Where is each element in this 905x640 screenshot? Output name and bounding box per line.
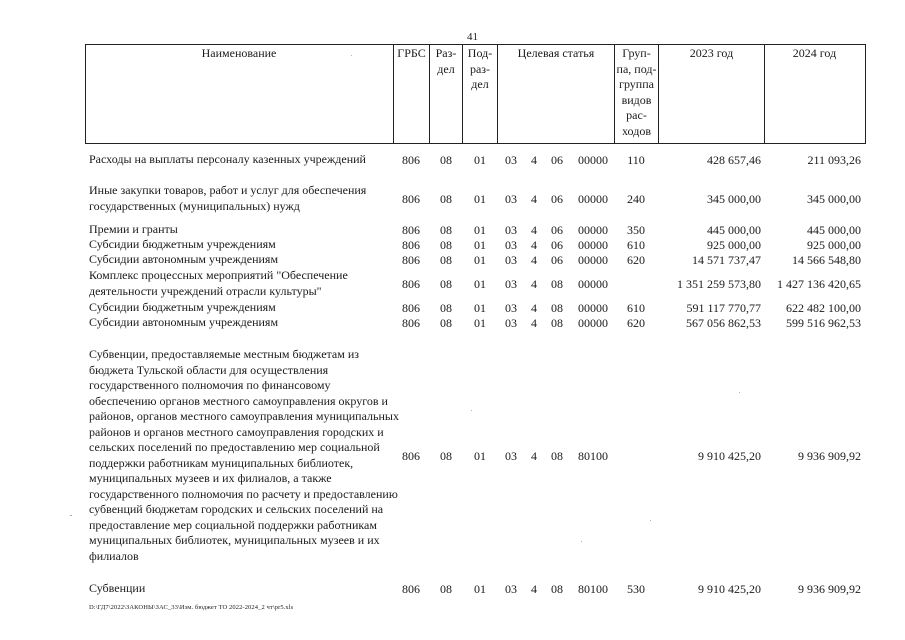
cell-t1: 03 bbox=[505, 191, 517, 206]
cell-y2024: 14 566 548,80 bbox=[792, 252, 861, 267]
row-name: Субвенции, предоставляемые местным бюджетам из бюджета Тульской области для осуществления государственного полномочия по финансовому обеспечению органов местного самоуправления округов и районов, органов местного самоуправления муниципальных районов и органов местного самоуправления городских и сельских поселений по предоставлению мер социальной поддержки работникам муниципальных библиотек, муниципальных музеев и их филиалов, а также государственного полномочия по расчету и предоставлению субвенций бюджетам городских и сельских поселений на предоставление мер социальной поддержки работникам муниципальных библиотек, муниципальных музеев и их филиалов bbox=[89, 347, 399, 563]
scan-speck bbox=[739, 392, 740, 393]
cell-rz: 08 bbox=[440, 276, 452, 291]
cell-t3: 08 bbox=[551, 315, 563, 330]
cell-grbs: 806 bbox=[402, 152, 420, 167]
cell-t4: 80100 bbox=[578, 448, 608, 463]
cell-t4: 00000 bbox=[578, 222, 608, 237]
cell-t1: 03 bbox=[505, 581, 517, 596]
cell-rz: 08 bbox=[440, 252, 452, 267]
cell-t4: 00000 bbox=[578, 237, 608, 252]
cell-rz: 08 bbox=[440, 315, 452, 330]
cell-t3: 06 bbox=[551, 222, 563, 237]
cell-t2: 4 bbox=[531, 276, 537, 291]
cell-t2: 4 bbox=[531, 315, 537, 330]
cell-y2023: 1 351 259 573,80 bbox=[677, 276, 761, 291]
cell-vr: 530 bbox=[627, 581, 645, 596]
row-name: Комплекс процессных мероприятий "Обеспечение деятельности учреждений отрасли культуры" bbox=[89, 268, 348, 298]
cell-vr: 110 bbox=[627, 152, 645, 167]
cell-rz: 08 bbox=[440, 581, 452, 596]
cell-t3: 08 bbox=[551, 581, 563, 596]
cell-t2: 4 bbox=[531, 237, 537, 252]
cell-vr: 620 bbox=[627, 252, 645, 267]
cell-t4: 00000 bbox=[578, 300, 608, 315]
cell-t3: 06 bbox=[551, 237, 563, 252]
row-name: Расходы на выплаты персоналу казенных учреждений bbox=[89, 152, 366, 166]
cell-t1: 03 bbox=[505, 237, 517, 252]
cell-t3: 08 bbox=[551, 300, 563, 315]
page-number: 41 bbox=[467, 31, 478, 43]
cell-pr: 01 bbox=[474, 237, 486, 252]
row-name: Субсидии автономным учреждениям bbox=[89, 252, 279, 266]
cell-pr: 01 bbox=[474, 252, 486, 267]
cell-pr: 01 bbox=[474, 315, 486, 330]
row-name: Субсидии бюджетным учреждениям bbox=[89, 300, 276, 314]
cell-t3: 06 bbox=[551, 152, 563, 167]
cell-y2024: 9 936 909,92 bbox=[798, 581, 861, 596]
cell-pr: 01 bbox=[474, 276, 486, 291]
cell-t4: 00000 bbox=[578, 152, 608, 167]
cell-grbs: 806 bbox=[402, 237, 420, 252]
cell-t2: 4 bbox=[531, 152, 537, 167]
cell-vr: 610 bbox=[627, 300, 645, 315]
cell-vr: 240 bbox=[627, 191, 645, 206]
cell-grbs: 806 bbox=[402, 315, 420, 330]
cell-y2024: 1 427 136 420,65 bbox=[777, 276, 861, 291]
cell-grbs: 806 bbox=[402, 222, 420, 237]
scan-speck bbox=[70, 515, 72, 516]
cell-pr: 01 bbox=[474, 191, 486, 206]
row-name: Субсидии бюджетным учреждениям bbox=[89, 237, 276, 251]
cell-t4: 00000 bbox=[578, 252, 608, 267]
cell-t1: 03 bbox=[505, 300, 517, 315]
file-path-footer: D:\ГД7\2022\ЗАКОНЫ\ЗАС_33\Изм. бюджет ТО 2022-2024_2 чт\pr5.xls bbox=[89, 604, 294, 611]
cell-grbs: 806 bbox=[402, 276, 420, 291]
cell-t4: 00000 bbox=[578, 315, 608, 330]
cell-grbs: 806 bbox=[402, 448, 420, 463]
cell-grbs: 806 bbox=[402, 191, 420, 206]
cell-t3: 08 bbox=[551, 448, 563, 463]
header-target: Целевая статья bbox=[517, 46, 595, 60]
cell-rz: 08 bbox=[440, 191, 452, 206]
cell-y2024: 211 093,26 bbox=[807, 152, 861, 167]
cell-t1: 03 bbox=[505, 276, 517, 291]
cell-t1: 03 bbox=[505, 252, 517, 267]
cell-vr: 620 bbox=[627, 315, 645, 330]
row-name: Субсидии автономным учреждениям bbox=[89, 315, 279, 329]
header-2023: 2023 год bbox=[689, 46, 734, 60]
cell-y2023: 14 571 737,47 bbox=[692, 252, 761, 267]
cell-t1: 03 bbox=[505, 448, 517, 463]
cell-y2023: 345 000,00 bbox=[707, 191, 761, 206]
cell-t1: 03 bbox=[505, 315, 517, 330]
cell-y2024: 445 000,00 bbox=[807, 222, 861, 237]
cell-t1: 03 bbox=[505, 222, 517, 237]
cell-y2023: 567 056 862,53 bbox=[686, 315, 761, 330]
cell-y2024: 345 000,00 bbox=[807, 191, 861, 206]
cell-y2024: 599 516 962,53 bbox=[786, 315, 861, 330]
scan-speck bbox=[471, 410, 472, 411]
cell-t4: 00000 bbox=[578, 191, 608, 206]
header-podrazdel: Под- раз- дел bbox=[467, 46, 493, 91]
cell-vr: 350 bbox=[627, 222, 645, 237]
cell-t4: 00000 bbox=[578, 276, 608, 291]
row-name: Субвенции bbox=[89, 581, 146, 595]
cell-y2024: 622 482 100,00 bbox=[786, 300, 861, 315]
cell-y2024: 9 936 909,92 bbox=[798, 448, 861, 463]
cell-t3: 06 bbox=[551, 191, 563, 206]
cell-grbs: 806 bbox=[402, 252, 420, 267]
cell-pr: 01 bbox=[474, 152, 486, 167]
cell-t2: 4 bbox=[531, 581, 537, 596]
cell-pr: 01 bbox=[474, 448, 486, 463]
scan-speck bbox=[351, 55, 352, 56]
cell-grbs: 806 bbox=[402, 300, 420, 315]
scan-speck bbox=[581, 541, 582, 542]
scan-speck bbox=[650, 520, 651, 521]
cell-y2023: 925 000,00 bbox=[707, 237, 761, 252]
cell-vr: 610 bbox=[627, 237, 645, 252]
cell-t4: 80100 bbox=[578, 581, 608, 596]
cell-y2024: 925 000,00 bbox=[807, 237, 861, 252]
cell-rz: 08 bbox=[440, 152, 452, 167]
cell-t2: 4 bbox=[531, 300, 537, 315]
cell-t3: 08 bbox=[551, 276, 563, 291]
header-name: Наименование bbox=[201, 46, 277, 60]
row-name: Премии и гранты bbox=[89, 222, 178, 236]
cell-pr: 01 bbox=[474, 222, 486, 237]
header-group: Груп- па, под- группа видов рас- ходов bbox=[616, 46, 657, 138]
cell-t2: 4 bbox=[531, 222, 537, 237]
cell-t2: 4 bbox=[531, 448, 537, 463]
cell-y2023: 591 117 770,77 bbox=[686, 300, 761, 315]
cell-y2023: 428 657,46 bbox=[707, 152, 761, 167]
cell-y2023: 9 910 425,20 bbox=[698, 448, 761, 463]
cell-y2023: 9 910 425,20 bbox=[698, 581, 761, 596]
cell-y2023: 445 000,00 bbox=[707, 222, 761, 237]
cell-t2: 4 bbox=[531, 252, 537, 267]
cell-t1: 03 bbox=[505, 152, 517, 167]
cell-t3: 06 bbox=[551, 252, 563, 267]
cell-pr: 01 bbox=[474, 300, 486, 315]
cell-pr: 01 bbox=[474, 581, 486, 596]
cell-rz: 08 bbox=[440, 448, 452, 463]
cell-rz: 08 bbox=[440, 237, 452, 252]
header-2024: 2024 год bbox=[792, 46, 837, 60]
row-name: Иные закупки товаров, работ и услуг для обеспечения государственных (муниципальных) нужд bbox=[89, 183, 367, 213]
header-grbs: ГРБС bbox=[397, 46, 426, 60]
header-razdel: Раз- дел bbox=[435, 46, 457, 76]
cell-rz: 08 bbox=[440, 222, 452, 237]
cell-grbs: 806 bbox=[402, 581, 420, 596]
cell-rz: 08 bbox=[440, 300, 452, 315]
cell-t2: 4 bbox=[531, 191, 537, 206]
